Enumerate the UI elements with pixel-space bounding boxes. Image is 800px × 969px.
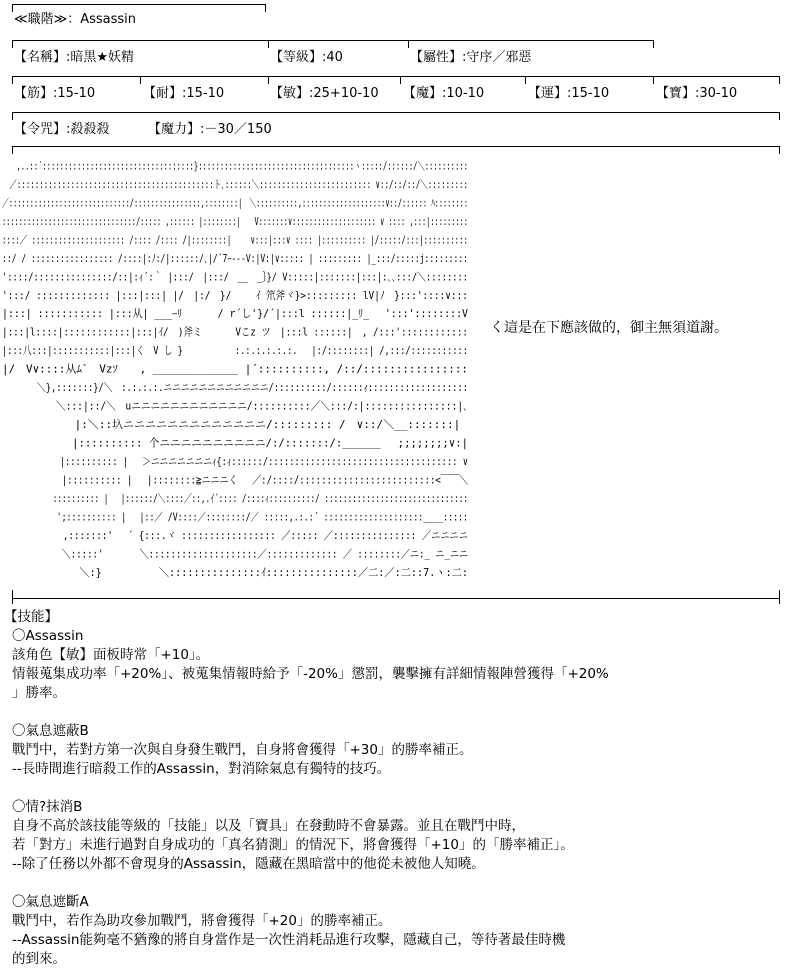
stat-agi: 【敏】:25+10-10 xyxy=(270,86,379,101)
art-row: ＼:::::' ＼::::::::::::::::::::／::::::::::::: ／ ::::::::／ニ:_ ニ_ニニ xyxy=(2,547,468,561)
status-top-line xyxy=(12,4,265,5)
skill-title: 〇情?抹消B xyxy=(12,799,83,815)
status-divider xyxy=(268,40,269,48)
art-row: ＼},:::::::}/＼ :.:.:.:.ニニニニニニニニニニニニ/::::::::::/::::::ｨ::::::::::::::::::: xyxy=(2,381,468,395)
skill-text: 自身不高於該技能等級的「技能」以及「寶具」在發動時不會暴露。並且在戰鬥中時， xyxy=(12,818,525,834)
skill-title: 〇氣息遮蔽B xyxy=(12,723,89,739)
art-row: ／:::::::::::::::::::::::::::::/::::::::::::::::,::::::::| ＼::::::::::,::::::::::::::::::::∨::/:::::: ﾊ:::::::: xyxy=(2,196,468,210)
status-divider xyxy=(12,146,13,154)
status-divider xyxy=(779,76,780,84)
alignment-field: 【屬性】:守序／邪惡 xyxy=(410,50,532,65)
status-divider xyxy=(779,590,780,604)
stat-str: 【筋】:15-10 xyxy=(14,86,96,101)
stat-np: 【寶】:30-10 xyxy=(656,86,738,101)
art-row: :::::::::: | |::::::/＼::::／::,.ｲ´:::: /::::ｨ::::::::::/ ::::::::::::::::::::::::::::::: xyxy=(2,492,469,506)
art-row: ':::/ ::::::::::::: |:::|:::| |/ |:/ }/ ｲ 笊斧ヾ}>::::::::: lV|ﾉ }:::'::::∨::: xyxy=(2,288,468,302)
status-row-line xyxy=(12,76,780,77)
status-divider xyxy=(779,146,780,154)
art-row: |:::|l::::|::::::::::::|:::|ｲ/ )斧ミ Vこz ツ |:::l ::::::| , /:::':::::::::::: xyxy=(2,325,468,339)
status-divider xyxy=(265,4,266,12)
status-divider xyxy=(400,76,401,84)
art-row: '::::/:::::::::::::::/::|:ｨ´:｀ |:::/ |:::/ __ _｝}/ V:::::|:::::::|:::|:､､:::/＼:::::::: xyxy=(2,270,468,284)
skills-header: 【技能】 xyxy=(4,609,58,625)
skill-text: 若「對方」未進行過對自身成功的「真名猜測」的情況下，將會獲得「+10」的「勝率補正」。 xyxy=(12,837,574,853)
stat-luck: 【運】:15-10 xyxy=(528,86,610,101)
name-field: 【名稱】:暗黒★妖精 xyxy=(14,50,135,65)
status-divider xyxy=(525,76,526,84)
art-row: |:::::::::: | |::::::::≧ニニニく ／:/::::/:::::::::::::::::::::::::<￣￣＼ xyxy=(2,473,569,487)
status-row-line xyxy=(12,40,654,41)
art-row: |:::::::::: | ＞ニニニニニニニｨ{:ｨ::::::/:::::::::::::::::::::::::::::::::::: ∨ xyxy=(2,455,468,469)
art-row: ,..::´:::::::::::::::::::::::::::::::::::}::::::::::::::::::::::::::::::::::::ヽ:::::/::::::/＼:::::::::: xyxy=(2,159,468,173)
level-field: 【等級】:40 xyxy=(270,50,343,65)
art-row: ／::::::::::::::::::::::::::::::::::::::::::::ト､::::::＼::::::::::::::::::::::::: ∨::/::/::/＼::::::::: xyxy=(2,177,468,191)
skill-title: 〇Assassin xyxy=(12,628,84,644)
command-spell-field: 【令咒】:殺殺殺 xyxy=(14,122,110,137)
status-row-line xyxy=(12,112,780,113)
skill-text: --Assassin能夠毫不猶豫的將自身當作是一次性消耗品進行攻擊，隱藏自己，等待著最佳時機 xyxy=(12,932,566,948)
art-row: ';:::::::::: | |::／ /V::::／::::::::/／ :::::,.:.:´ ::::::::::::::::::::____::::: xyxy=(2,510,468,524)
art-row: ::::／ ::::::::::::::::::::: /:::: /:::: /|::::::::| ∨:::|:::∨ :::: |:::::::::: |/:::::/:::|:::::::::: xyxy=(2,233,468,247)
skill-text: --長時間進行暗殺工作的Assassin，對消除氣息有獨特的技巧。 xyxy=(12,761,391,777)
character-ascii-art xyxy=(2,155,569,580)
skill-text: 」勝率。 xyxy=(12,685,66,701)
mana-field: 【魔力】:－30／150 xyxy=(148,122,272,137)
status-divider xyxy=(12,76,13,84)
skill-title: 〇氣息遮斷A xyxy=(12,894,89,910)
status-divider xyxy=(268,76,269,84)
art-row: |:::| ::::::::::: |:::从| ___ｰﾘ / r´し'}/´|:::l ::::::|_ﾘ_ ':::'::::::::V xyxy=(2,307,469,321)
art-row: ::::::::::::::::::::::::::::::::/::::: ,:::::: |::::::::| V:::::::∨:::::::::::::::::::: ∨ :::: ,:::|::::::::: xyxy=(2,214,468,228)
class-line: ≪職階≫：Assassin xyxy=(14,12,137,27)
art-row: ＼:::|::/＼ uニニニニニニニニニニニニ/::::::::::／＼:::/:|::::::::::::::::|､ xyxy=(2,399,468,413)
skills-section xyxy=(4,608,792,969)
status-divider xyxy=(779,112,780,120)
skill-text: 情報蒐集成功率「+20%」、被蒐集情報時給予「-20%」懲罰，襲擊擁有詳細情報陣營獲得「+20% xyxy=(12,666,609,682)
stat-con: 【耐】:15-10 xyxy=(143,86,225,101)
skill-text: 戰鬥中，若對方第一次與自身發生戰鬥，自身將會獲得「+30」的勝率補正。 xyxy=(12,742,473,758)
art-row: |:::八:::|:::::::::::|:::|く V し } :.:.:.:.:.:. |:/::::::::| /,:::/::::::::::: xyxy=(2,344,468,358)
art-row: ,:::::::' ´ {:::.ヾ ::::::::::::::::: ／::::: ／::::::::::::::: ／ニニニニ xyxy=(2,528,468,542)
art-row: ::/ / ::::::::::::::::: /::::|:ﾉ:/|::::::/､|/´7ｰ‐‐‐V:|V:|∨::::: | ::::::::: |_:::/:::::j::::::::: xyxy=(2,251,468,265)
art-row: |:＼::圦ニニニニニニニニニニニニニ/::::::::: / ∨::/＼__:::::::| xyxy=(2,418,461,432)
skill-text: 該角色【敏】面板時常「+10」。 xyxy=(12,647,210,663)
status-divider xyxy=(12,112,13,120)
status-divider xyxy=(653,76,654,84)
art-row: |:::::::::: 个ニニニニニニニニニニ/:/:::::::/:______ ;;;;;;;;∨:| xyxy=(2,436,468,450)
status-divider xyxy=(12,4,13,12)
status-divider xyxy=(653,40,654,48)
skill-text: 的到來。 xyxy=(12,951,66,967)
stat-mag: 【魔】:10-10 xyxy=(403,86,485,101)
status-divider xyxy=(408,40,409,48)
status-divider xyxy=(12,40,13,48)
skill-text: 戰鬥中，若作為助攻參加戰鬥，將會獲得「+20」的勝率補正。 xyxy=(12,913,392,929)
skill-text: --除了任務以外都不會現身的Assassin，隱藏在黑暗當中的他從未被他人知曉。 xyxy=(12,856,485,872)
status-divider xyxy=(12,590,13,604)
art-row: ＼:} ＼:::::::::::::::ｲ:::::::::::::::／二:／:二::7.ヽ:二: xyxy=(2,565,468,579)
status-row-line xyxy=(12,146,780,147)
status-divider xyxy=(140,76,141,84)
art-row: |/ V∨::::从ﾑ` Vzｿ , _____________ |´::::::::::, /::/:::::::::::::::: xyxy=(2,362,468,376)
reply-dialogue: く這是在下應該做的，御主無須道謝。 xyxy=(490,320,728,336)
skills-divider xyxy=(12,598,780,599)
